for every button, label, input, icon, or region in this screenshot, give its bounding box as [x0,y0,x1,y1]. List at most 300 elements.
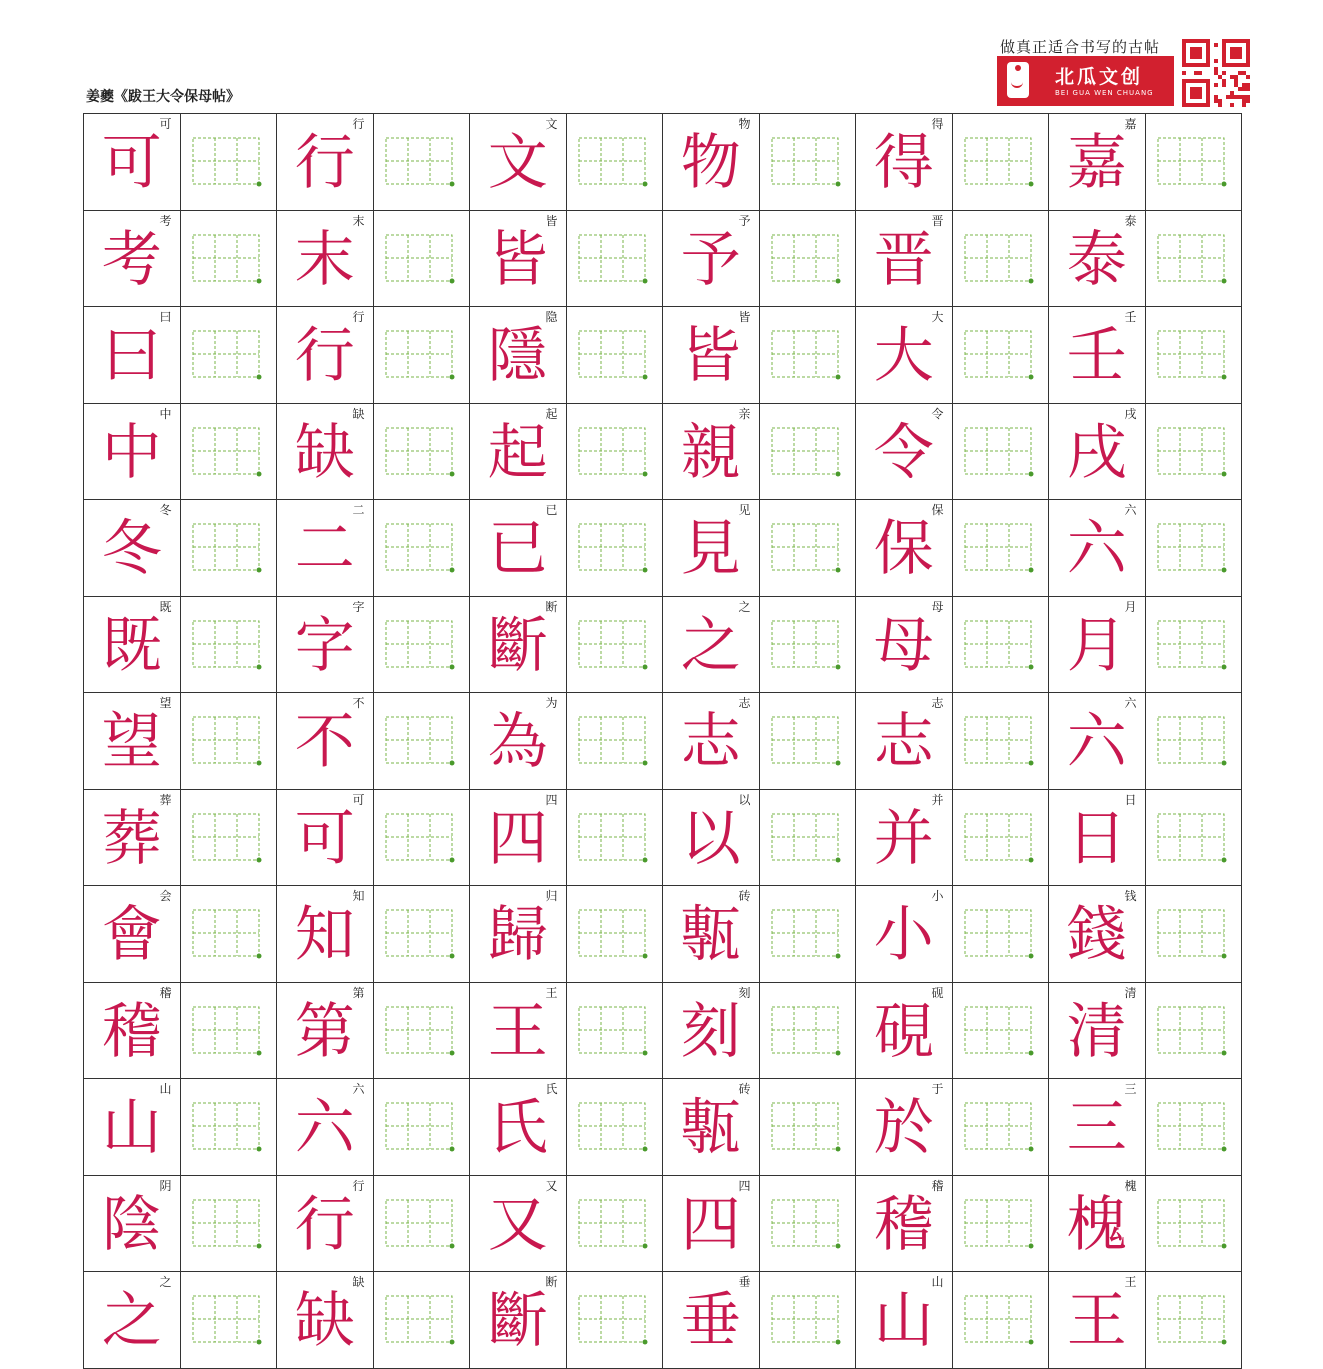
practice-cell[interactable] [181,211,278,308]
model-character: 得 [873,128,934,198]
model-character-cell [470,500,567,597]
simplified-character: 可 [159,117,172,131]
grid-row [84,597,1242,694]
simplified-character: 钱 [1124,889,1137,903]
practice-cell[interactable] [181,597,278,694]
practice-cell[interactable] [760,1176,857,1273]
brand-name-en: BEI GUA WEN CHUANG [1055,89,1154,97]
simplified-character: 砖 [738,889,751,903]
practice-cell[interactable] [760,790,857,887]
model-character: 會 [101,900,162,970]
model-character-cell [1049,211,1146,308]
practice-cell[interactable] [181,886,278,983]
simplified-character: 之 [738,599,751,614]
simplified-character: 六 [1124,503,1137,517]
model-character-cell [470,307,567,404]
model-character: 令 [873,417,934,488]
practice-cell[interactable] [181,307,278,404]
model-character: 可 [101,128,162,198]
model-character-cell [856,597,953,694]
model-character: 以 [680,803,741,874]
model-character-cell [277,886,374,983]
model-character: 清 [1066,996,1127,1067]
practice-cell[interactable] [1146,307,1243,404]
simplified-character: 小 [931,889,944,903]
model-character-cell [84,693,181,790]
model-character: 刻 [680,996,741,1067]
practice-cell[interactable] [567,500,664,597]
model-character: 行 [294,1189,355,1260]
model-character: 志 [680,707,741,777]
model-character: 行 [294,321,355,391]
model-character-cell [84,983,181,1080]
practice-cell[interactable] [1146,211,1243,308]
model-character-cell [663,1272,760,1369]
model-character-cell [84,1079,181,1176]
simplified-character: 知 [352,889,365,903]
practice-cell[interactable] [760,500,857,597]
grid-row [84,983,1242,1080]
model-character: 又 [487,1189,548,1260]
model-character-cell [277,114,374,211]
simplified-character: 文 [545,117,558,131]
simplified-character: 为 [545,696,558,710]
practice-cell[interactable] [181,500,278,597]
model-character: 三 [1066,1093,1127,1163]
practice-cell[interactable] [1146,1272,1243,1369]
practice-cell[interactable] [374,211,471,308]
simplified-character: 已 [545,503,558,517]
practice-cell[interactable] [181,404,278,501]
model-character: 泰 [1066,224,1127,295]
model-character: 垂 [680,1286,741,1356]
simplified-character: 稽 [159,985,172,1000]
practice-cell[interactable] [953,693,1050,790]
simplified-character: 氏 [545,1082,558,1096]
model-character: 文 [487,128,548,198]
model-character-cell [1049,307,1146,404]
model-character: 第 [294,996,355,1067]
model-character: 山 [873,1286,934,1356]
practice-cell[interactable] [760,983,857,1080]
model-character-cell [470,693,567,790]
simplified-character: 六 [352,1082,365,1096]
model-character-cell [663,500,760,597]
practice-cell[interactable] [181,693,278,790]
model-character: 斷 [487,1286,548,1356]
model-character: 四 [487,803,548,874]
model-character-cell [1049,693,1146,790]
practice-cell[interactable] [567,597,664,694]
model-character-cell [663,404,760,501]
simplified-character: 隐 [545,310,558,324]
brand-name-cn: 北瓜文创 [1055,66,1144,88]
grid-row [84,886,1242,983]
model-character: 望 [101,707,162,777]
model-character-cell [856,1272,953,1369]
practice-cell[interactable] [953,1176,1050,1273]
model-character: 保 [873,514,934,584]
model-character-cell [470,790,567,887]
practice-cell[interactable] [760,1079,857,1176]
model-character-cell [470,211,567,308]
practice-cell[interactable] [1146,404,1243,501]
simplified-character: 山 [159,1082,172,1096]
practice-cell[interactable] [760,404,857,501]
model-character: 稽 [101,996,162,1067]
model-character: 壬 [1066,321,1127,391]
practice-cell[interactable] [953,886,1050,983]
practice-cell[interactable] [374,790,471,887]
model-character-cell [277,211,374,308]
practice-cell[interactable] [374,307,471,404]
simplified-character: 断 [545,599,558,614]
simplified-character: 中 [159,406,172,421]
practice-cell[interactable] [953,597,1050,694]
practice-cell[interactable] [181,983,278,1080]
model-character: 親 [680,417,741,488]
simplified-character: 于 [931,1082,944,1096]
model-character: 葬 [101,803,162,874]
model-character-cell [663,1079,760,1176]
practice-cell[interactable] [1146,1079,1243,1176]
simplified-character: 山 [931,1275,944,1289]
practice-cell[interactable] [374,1176,471,1273]
model-character: 王 [487,996,548,1067]
model-character: 并 [873,803,934,874]
model-character: 可 [294,803,355,874]
simplified-character: 得 [931,117,944,131]
practice-cell[interactable] [374,114,471,211]
model-character: 槐 [1066,1189,1127,1260]
model-character-cell [277,404,374,501]
practice-cell[interactable] [1146,790,1243,887]
model-character-cell [470,597,567,694]
model-character-cell [84,307,181,404]
practice-cell[interactable] [567,693,664,790]
grid-row [84,307,1242,404]
simplified-character: 嘉 [1124,117,1137,131]
model-character-cell [1049,1079,1146,1176]
model-character-cell [277,1272,374,1369]
practice-cell[interactable] [567,307,664,404]
practice-cell[interactable] [374,983,471,1080]
model-character-cell [277,1176,374,1273]
model-character: 六 [1066,514,1127,584]
grid-row [84,114,1242,211]
practice-cell[interactable] [953,983,1050,1080]
model-character: 氏 [487,1093,548,1163]
model-character: 王 [1066,1286,1127,1356]
model-character: 晋 [873,224,934,295]
model-character: 甎 [680,1093,741,1163]
model-character-cell [470,1176,567,1273]
simplified-character: 志 [931,696,944,710]
practice-cell[interactable] [953,1079,1050,1176]
practice-cell[interactable] [953,500,1050,597]
simplified-character: 望 [159,696,172,710]
model-character-cell [856,693,953,790]
simplified-character: 保 [931,503,944,517]
simplified-character: 可 [352,792,365,807]
model-character: 不 [294,707,355,777]
model-character-cell [856,1079,953,1176]
model-character-cell [84,597,181,694]
simplified-character: 葬 [159,792,172,807]
practice-cell[interactable] [760,114,857,211]
model-character: 缺 [294,417,355,488]
grid-row [84,790,1242,887]
simplified-character: 王 [545,985,558,1000]
simplified-character: 壬 [1124,310,1137,324]
model-character: 山 [101,1093,162,1163]
simplified-character: 清 [1124,985,1137,1000]
model-character-cell [856,886,953,983]
simplified-character: 大 [931,310,944,324]
model-character: 六 [294,1093,355,1163]
model-character-cell [470,1272,567,1369]
simplified-character: 令 [931,406,944,421]
model-character-cell [84,500,181,597]
model-character: 中 [101,417,162,488]
practice-cell[interactable] [374,500,471,597]
practice-cell[interactable] [374,597,471,694]
practice-cell[interactable] [567,114,664,211]
grid-row [84,1079,1242,1176]
practice-cell[interactable] [181,1079,278,1176]
model-character: 之 [680,610,741,681]
model-character: 已 [487,514,548,584]
grid-row [84,693,1242,790]
model-character-cell [1049,1176,1146,1273]
model-character: 考 [101,224,162,295]
model-character-cell [1049,500,1146,597]
simplified-character: 行 [352,1178,365,1193]
practice-cell[interactable] [1146,597,1243,694]
model-character: 四 [680,1189,741,1260]
simplified-character: 第 [352,985,365,1000]
qr-code-icon [1182,39,1250,107]
model-character-cell [277,1079,374,1176]
model-character: 於 [873,1093,934,1163]
simplified-character: 戌 [1124,406,1137,421]
model-character: 戌 [1066,417,1127,488]
simplified-character: 之 [159,1275,172,1289]
simplified-character: 会 [159,889,172,903]
model-character-cell [663,114,760,211]
practice-cell[interactable] [953,114,1050,211]
simplified-character: 物 [738,117,751,131]
model-character-cell [84,114,181,211]
simplified-character: 末 [352,213,365,228]
practice-cell[interactable] [760,886,857,983]
model-character-cell [663,307,760,404]
model-character: 行 [294,128,355,198]
model-character: 予 [680,224,741,295]
model-character-cell [84,886,181,983]
practice-cell[interactable] [181,1272,278,1369]
model-character: 志 [873,707,934,777]
model-character: 母 [873,610,934,681]
model-character-cell [1049,983,1146,1080]
practice-cell[interactable] [760,597,857,694]
model-character: 皆 [487,224,548,295]
practice-cell[interactable] [567,983,664,1080]
practice-cell[interactable] [181,114,278,211]
simplified-character: 母 [931,599,944,614]
simplified-character: 并 [931,792,944,807]
simplified-character: 起 [545,406,558,421]
model-character: 冬 [101,514,162,584]
simplified-character: 曰 [159,310,172,324]
model-character-cell [277,790,374,887]
practice-cell[interactable] [1146,983,1243,1080]
model-character-cell [1049,886,1146,983]
grid-row [84,1272,1242,1369]
simplified-character: 砚 [931,985,944,1000]
practice-cell[interactable] [953,1272,1050,1369]
practice-cell[interactable] [374,693,471,790]
model-character-cell [1049,1272,1146,1369]
practice-cell[interactable] [1146,886,1243,983]
simplified-character: 二 [352,503,365,517]
simplified-character: 缺 [352,1275,365,1289]
simplified-character: 又 [545,1178,558,1193]
practice-cell[interactable] [760,211,857,308]
model-character-cell [470,404,567,501]
model-character-cell [856,211,953,308]
simplified-character: 字 [352,599,365,614]
model-character-cell [1049,114,1146,211]
practice-cell[interactable] [374,1272,471,1369]
simplified-character: 皆 [738,310,751,324]
practice-cell[interactable] [1146,114,1243,211]
simplified-character: 不 [352,696,365,710]
simplified-character: 冬 [159,503,172,517]
model-character: 二 [294,514,355,584]
practice-cell[interactable] [567,886,664,983]
model-character: 物 [680,128,741,198]
model-character: 末 [294,224,355,295]
model-character-cell [470,114,567,211]
model-character: 日 [1066,803,1127,874]
model-character: 小 [873,900,934,970]
model-character: 見 [680,514,741,584]
practice-cell[interactable] [567,1079,664,1176]
grid-row [84,1176,1242,1273]
model-character-cell [277,597,374,694]
model-character-cell [1049,404,1146,501]
simplified-character: 以 [738,792,751,807]
practice-cell[interactable] [953,404,1050,501]
simplified-character: 考 [159,213,172,228]
practice-cell[interactable] [567,404,664,501]
model-character-cell [84,1272,181,1369]
model-character-cell [663,693,760,790]
simplified-character: 缺 [352,406,365,421]
practice-cell[interactable] [181,1176,278,1273]
model-character: 為 [487,707,548,777]
model-character: 月 [1066,610,1127,681]
practice-cell[interactable] [567,790,664,887]
page-title: 姜夔《跋王大令保母帖》 [86,89,240,105]
model-character: 六 [1066,707,1127,777]
practice-cell[interactable] [953,211,1050,308]
simplified-character: 见 [738,503,751,517]
model-character-cell [277,983,374,1080]
practice-grid [83,113,1242,1369]
tagline: 做真正适合书写的古帖 [1000,38,1161,56]
model-character-cell [470,886,567,983]
model-character-cell [1049,597,1146,694]
model-character: 嘉 [1066,128,1127,198]
model-character: 硯 [873,996,934,1067]
simplified-character: 行 [352,117,365,131]
model-character: 知 [294,900,355,970]
model-character-cell [470,983,567,1080]
simplified-character: 四 [738,1178,751,1193]
practice-cell[interactable] [760,1272,857,1369]
simplified-character: 王 [1124,1275,1137,1289]
simplified-character: 既 [159,599,172,614]
model-character: 隱 [487,321,548,391]
model-character-cell [663,886,760,983]
simplified-character: 月 [1124,599,1137,614]
model-character-cell [277,307,374,404]
practice-cell[interactable] [1146,693,1243,790]
practice-cell[interactable] [567,1272,664,1369]
simplified-character: 垂 [738,1275,751,1289]
practice-cell[interactable] [760,307,857,404]
practice-cell[interactable] [567,1176,664,1273]
grid-row [84,211,1242,308]
practice-cell[interactable] [953,790,1050,887]
model-character-cell [84,790,181,887]
simplified-character: 日 [1124,792,1137,807]
practice-cell[interactable] [374,886,471,983]
practice-cell[interactable] [567,211,664,308]
model-character-cell [663,1176,760,1273]
practice-cell[interactable] [181,790,278,887]
brand-logo [997,56,1174,106]
model-character-cell [663,790,760,887]
practice-cell[interactable] [760,693,857,790]
simplified-character: 志 [738,696,751,710]
model-character-cell [856,307,953,404]
simplified-character: 断 [545,1275,558,1289]
simplified-character: 晋 [931,213,944,228]
model-character: 曰 [101,321,162,391]
practice-cell[interactable] [1146,1176,1243,1273]
model-character: 之 [101,1286,162,1356]
grid-row [84,500,1242,597]
practice-cell[interactable] [953,307,1050,404]
model-character: 既 [101,610,162,681]
model-character-cell [856,404,953,501]
practice-cell[interactable] [374,404,471,501]
simplified-character: 予 [738,213,751,228]
simplified-character: 槐 [1124,1178,1137,1193]
model-character-cell [663,597,760,694]
model-character-cell [856,1176,953,1273]
practice-cell[interactable] [1146,500,1243,597]
simplified-character: 泰 [1124,213,1137,228]
model-character: 大 [873,321,934,391]
model-character-cell [856,500,953,597]
model-character-cell [277,693,374,790]
practice-cell[interactable] [374,1079,471,1176]
model-character: 缺 [294,1286,355,1356]
